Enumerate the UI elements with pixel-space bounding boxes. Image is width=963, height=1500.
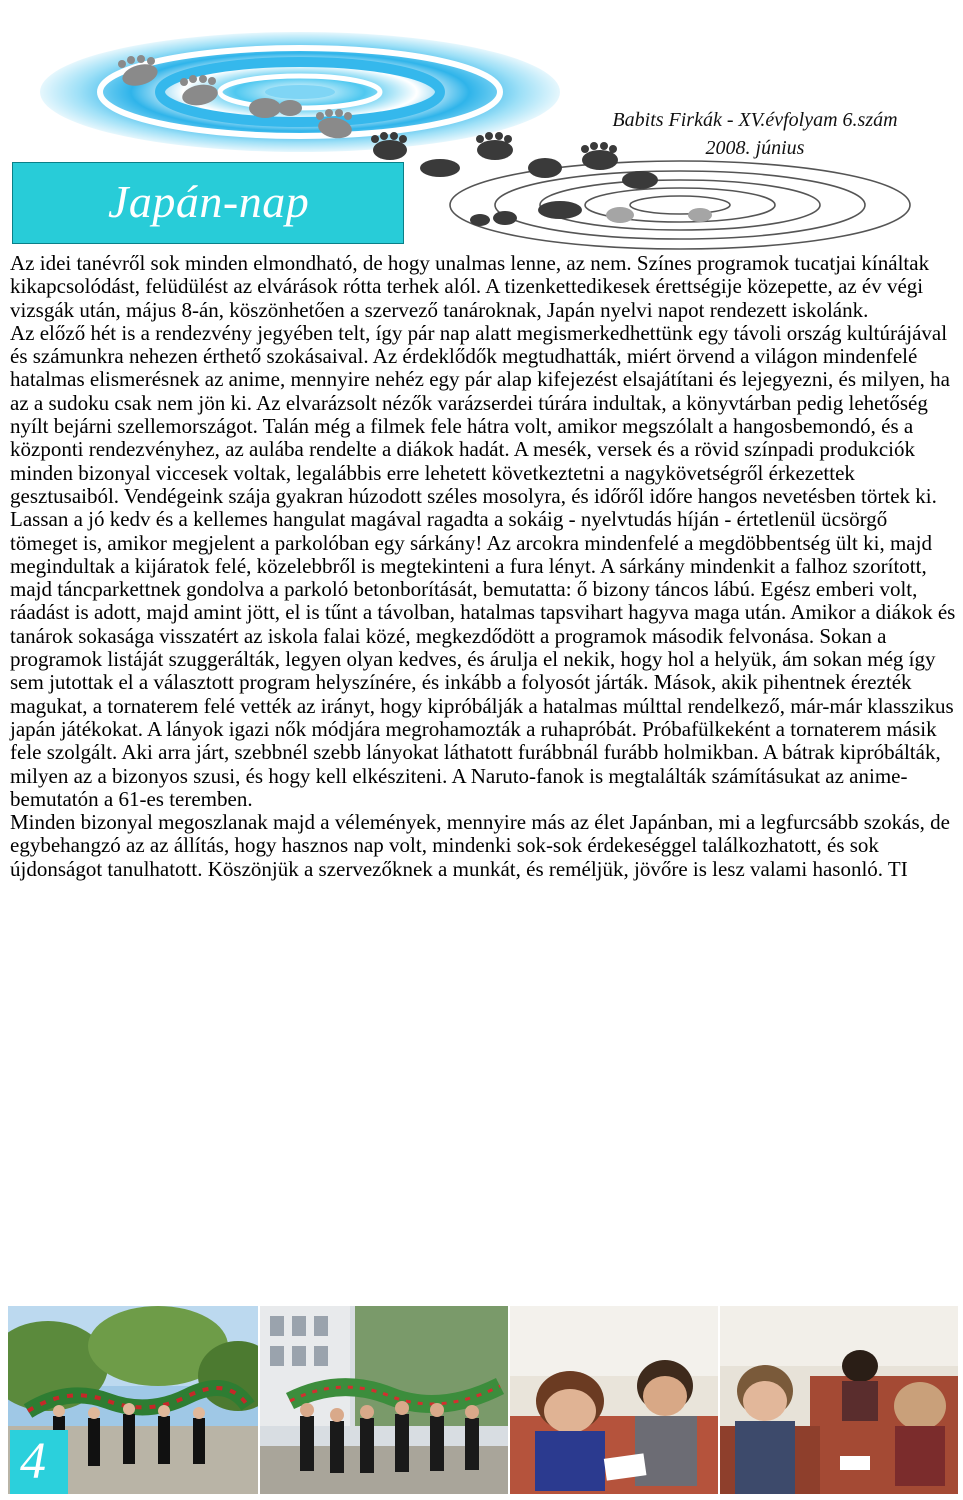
article-paragraph: Az előző hét is a rendezvény jegyében telt, így pár nap alatt megismerkedhettünk egy távoli ország kultúrájával és számunkra nehezen érthető szokásaival. Az érdeklődők megtudhatták, miért örvend a világon mindenfelé hatalmas elismerésnek az anime, mennyire nehéz egy pár alap kifejezést elsajátítani és lejegyezni, és milyen, ha az a sudoku csak nem jön ki. Az elvarázsolt nézők varázserdei túrára indultak, a könyvtárban pedig lehetőség nyílt bejárni szellemországot. Talán még a filmek fele hátra volt, amikor megszólalt a hangosbemondó, és a központi rendezvényhez, az aulába rendelte a diákok hadát. A mesék, versek és a rövid színpadi produkciók minden bizonyal viccesek voltak, legalábbis erre lehetett következtetni a nagykövetségről érkezettek gesztusaiból. Vendégeink szája gyakran húzodott széles mosolyra, és időről időre hangos nevetésben törtek ki. Lassan a jó kedv és a kellemes hangulat magával ragadta a sokáig - nyelvtudás híján - értetlenül ücsörgő tömeget is, amikor megjelent a parkolóban egy sárkány! Az arcokra mindenfelé a megdöbbentség ült ki, majd megindultak a kijáratok felé, közelebbről is megtekinteni a fura lényt. A sárkány mindenkit a falhoz szorított, majd táncparkettnek gondolva a parkoló betonborítását, bemutatta: ő bizony táncos lábú. Egész emberi volt, ráadást is adott, majd amint jött, el is tűnt a távolban, hatalmas tapsvihart hagyva maga után. Amikor a diákok és tanárok sokasága visszatért az iskola falai közé, megkezdődött a programok második felvonása. Sokan a programok listáját szuggerálták, legyen olyan kedves, és árulja el nekik, hogy hol a helyük, ám sokan még így sem jutottak el a választott program helyszínére, és inkább a folyosót járták. Mások, akik pihentnek érezték magukat, a tornaterem felé vették az irányt, hogy kipróbálják a hatalmas múlttal rendelkező, már-már klasszikus japán játékokat. A lányok igazi nők módjára megrohamozták a ruhapróbát. Próbafülkeként a tornaterem másik fele szolgált. Aki arra járt, szebbnél szebb lányokat láthatott furábbnál furább holmikban. A bátrak kipróbálták, milyen az a bizonyos szusi, és hogy kell elkésziteni. A Naruto-fanok is megtalálták számításukat az anime-bemutatón a 61-es teremben. (10, 320, 956, 811)
photo-students-writing (510, 1306, 718, 1494)
gray-spiral-icon (450, 161, 910, 249)
title-box (12, 162, 404, 244)
photo-students-tables (720, 1306, 958, 1494)
article-paragraph: Az idei tanévről sok minden elmondható, de hogy unalmas lenne, az nem. Színes programok tucatjai kínáltak kikapcsolódást, felüdülést az elvárások rótta terhek alól. A tizenkettedikesek érettségije közepette, az év végi vizsgák után, május 8-án, köszönhetően a szervező tanároknak, Japán nyelvi napot rendezett iskolánk. (10, 251, 930, 322)
article-body (10, 252, 956, 881)
issue-date: 2008. június (705, 137, 805, 159)
page-number-box (10, 1430, 68, 1494)
photo-strip (8, 1306, 958, 1494)
photo-dragon-crowd (260, 1306, 508, 1494)
article-paragraph: Minden bizonyal megoszlanak majd a vélemények, mennyire más az élet Japánban, mi a legfurcsább szokás, de egybehangzó az az állítás, hogy hasznos nap volt, mindenki sok-sok érdekeséggel találkozhatott, és sok újdonságot tanulhatott. Köszönjük a szervezőknek a munkát, és reméljük, jövőre is lesz valami hasonló. TI (10, 810, 950, 881)
masthead (560, 106, 950, 162)
page-number: 4 (20, 1433, 46, 1490)
publication-line: Babits Firkák - XV.évfolyam 6.szám (612, 109, 898, 131)
article-title: Japán-nap (108, 176, 310, 227)
blue-spiral-icon (40, 32, 560, 152)
